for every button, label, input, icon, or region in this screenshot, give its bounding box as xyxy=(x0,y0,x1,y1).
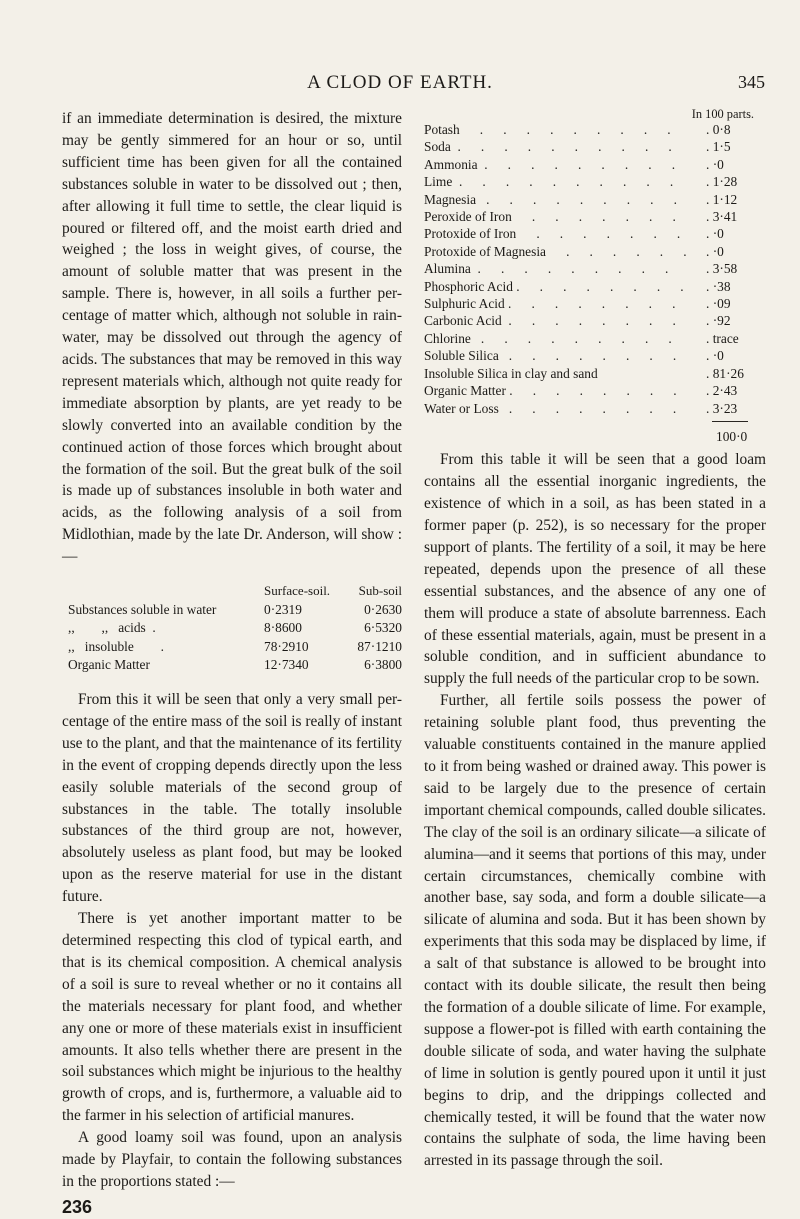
total-rule xyxy=(712,421,748,428)
surface-value: 0·2319 xyxy=(264,601,302,617)
right-column xyxy=(424,108,766,1172)
table-row xyxy=(424,382,766,399)
page-number: 345 xyxy=(738,72,765,92)
sub-value: 87·1210 xyxy=(357,638,402,654)
constituent-name: Alumina . . . . . . . . . xyxy=(424,261,669,277)
constituent-value: . ·09 xyxy=(706,296,731,312)
unit-label: In 100 parts. xyxy=(691,107,754,121)
running-title: A CLOD OF EARTH. xyxy=(307,72,493,93)
constituent-value: . 1·28 xyxy=(706,174,738,190)
table-row xyxy=(424,138,766,155)
table-row xyxy=(424,191,766,208)
constituent-name: Insoluble Silica in clay and sand xyxy=(424,365,598,381)
table-row xyxy=(424,400,766,417)
running-header xyxy=(0,72,800,98)
row-label: ,, ,, acids . xyxy=(68,620,156,636)
paragraph: Further, all fertile soils possess the power of retaining soluble plant food, thus preventing the valuable constituents contained in the manure applied to it from being washed or drained away. This power is said to be largely due to the presence of certain important chemical compounds, called double silicates. The clay of the soil is an ordinary silicate—a silicate of alumina—and it seems that portions of this may, under certain circumstances, chemically combine with another base, say soda, and form a double silicate—a silicate of alumina and soda. But it has been shown by experiments that this soda may be displaced by lime, if a salt of that substance is allowed to be brought into contact with its double silicate, the result then being the formation of a double silicate of lime. For example, suppose a flower-pot is filled with earth containing the double silicate of soda, and water having the sulphate of lime in solution is gently poured upon it until it just begins to drip, and the drippings collected and chemically tested, it will be found that the water now contains the sulphate of soda, the lime having been arrested in its passage through the soil. xyxy=(424,692,766,1170)
folio-number: 236 xyxy=(62,1196,93,1217)
column-header-sub: Sub-soil xyxy=(358,583,402,599)
table-row xyxy=(68,656,402,675)
constituent-value: . 0·8 xyxy=(706,122,731,137)
table-row xyxy=(68,619,402,638)
table-row xyxy=(68,638,402,657)
sub-value: 0·2630 xyxy=(364,601,402,617)
constituent-name: Water or Loss . . . . . . . . xyxy=(424,400,677,416)
row-label: Organic Matter xyxy=(68,657,150,673)
analysis-rows xyxy=(424,121,766,417)
table-row xyxy=(424,295,766,312)
table-row xyxy=(424,225,766,242)
constituent-name: Ammonia . . . . . . . . . xyxy=(424,156,676,172)
constituent-name: Protoxide of Magnesia . . . . . . xyxy=(424,243,687,259)
surface-value: 78·2910 xyxy=(264,638,309,654)
surface-value: 12·7340 xyxy=(264,657,309,673)
table-row xyxy=(424,260,766,277)
constituent-name: Sulphuric Acid . . . . . . . . xyxy=(424,296,676,312)
constituent-name: Potash . . . . . . . . . xyxy=(424,122,671,137)
row-label: Substances soluble in water xyxy=(68,601,217,617)
constituent-name: Soluble Silica . . . . . . . . xyxy=(424,348,677,364)
paragraph: if an immediate determination is desired, the mixture may be gently simmered for an hour or so, until sufficient time has been given for all the contained substances soluble in water to be dissolved out ; then, after allowing it full time to settle, the clear liquid is poured or filtered off, and the moist earth dried and weighed ; the loss in weight gives, of course, the amount of soluble matter that was present in the sample. There is, however, in all soils a further per-centage of matter which, although not soluble in rain-water, may be dissolved out through the agency of acids. The substances that may be removed in this way represent materials which, although not quite ready for immediate absorption by plants, are yet ready to be slowly converted into an available condition by the continued action of those forces which brought about the formation of the soil. But the great bulk of the soil is made up of substances insoluble in both water and acids, as the following analysis of a soil from Midlothian, made by the late Dr. Anderson, will show :— xyxy=(62,110,402,566)
soil-analysis-table xyxy=(68,582,402,675)
constituent-name: Organic Matter . . . . . . . . xyxy=(424,383,677,399)
constituent-name: Peroxide of Iron . . . . . . . xyxy=(424,209,676,225)
constituent-value: . ·38 xyxy=(706,278,731,294)
loam-analysis-table xyxy=(424,108,766,445)
constituent-value: . ·0 xyxy=(706,243,724,259)
constituent-name: Magnesia . . . . . . . . . xyxy=(424,191,677,207)
surface-value: 8·8600 xyxy=(264,620,302,636)
table-row xyxy=(424,208,766,225)
constituent-value: . ·92 xyxy=(706,313,731,329)
table-row xyxy=(424,330,766,347)
analysis-total: 100·0 xyxy=(716,428,748,444)
constituent-name: Carbonic Acid . . . . . . . . xyxy=(424,313,676,329)
table-row xyxy=(68,601,402,620)
left-column xyxy=(62,108,402,1219)
constituent-value: . 81·26 xyxy=(706,365,744,381)
constituent-value: . 1·12 xyxy=(706,191,738,207)
paragraph: A good loamy soil was found, upon an analysis made by Playfair, to contain the following substances in the proportions stated :— xyxy=(62,1129,402,1190)
paragraph: From this table it will be seen that a good loam contains all the essential inorganic ingredients, the existence of which in a soil, as has been stated in a former paper (p. 252), is so necessary for the proper support of plants. The fertility of a soil, it may be here repeated, depends upon the presence of all these essential substances, and the absence of any one of them will produce a state of absolute barrenness. Each of these essential materials, again, must be present in a soluble condition, and in sufficient abundance to supply the full needs of the particular crop to be sown. xyxy=(424,451,766,688)
constituent-value: . trace xyxy=(706,330,739,346)
constituent-name: Soda . . . . . . . . . . xyxy=(424,139,672,155)
table-row xyxy=(424,312,766,329)
sub-value: 6·3800 xyxy=(364,657,402,673)
constituent-name: Lime . . . . . . . . . . xyxy=(424,174,674,190)
table-row xyxy=(424,365,766,382)
constituent-value: . 1·5 xyxy=(706,139,731,155)
constituent-value: . ·0 xyxy=(706,156,724,172)
constituent-name: Protoxide of Iron . . . . . . . xyxy=(424,226,681,242)
constituent-value: . 3·58 xyxy=(706,261,738,277)
row-label: ,, insoluble . xyxy=(68,638,164,654)
paragraph: From this it will be seen that only a very small per-centage of the entire mass of the soil is really of instant use to the plant, and that the maintenance of its fertility in the event of cropping depends directly upon the less easily soluble materials of the second group of substances in the table. The totally insoluble substances of the third group are not, however, absolutely useless as plant food, but may be looked upon as the reserve material for use in the distant future. xyxy=(62,691,402,906)
table-row xyxy=(424,347,766,364)
table-row xyxy=(424,156,766,173)
constituent-name: Phosphoric Acid . . . . . . . . xyxy=(424,278,684,294)
constituent-value: . ·0 xyxy=(706,226,724,242)
table-row xyxy=(424,243,766,260)
table-header-row xyxy=(68,582,402,601)
table-row xyxy=(424,173,766,190)
paragraph: There is yet another important matter to be determined respecting this clod of typical earth, and that is its chemical composition. A chemical analysis of a soil is sure to reveal whether or no it contains all the materials necessary for plant food, and whether any one or more of these materials exist in insufficient amounts. It also tells whether there are present in the soil substances which might be injurious to the healthy growth of crops, and is, furthermore, a valuable aid to the farmer in his selection of artificial manures. xyxy=(62,910,402,1125)
constituent-value: . 3·23 xyxy=(706,400,738,416)
constituent-value: . 2·43 xyxy=(706,383,738,399)
sub-value: 6·5320 xyxy=(364,620,402,636)
column-header-surface: Surface-soil. xyxy=(264,583,331,599)
constituent-value: . ·0 xyxy=(706,348,724,364)
constituent-name: Chlorine . . . . . . . . . xyxy=(424,330,672,346)
table-row xyxy=(424,278,766,295)
constituent-value: . 3·41 xyxy=(706,209,738,225)
table-row xyxy=(424,121,766,138)
